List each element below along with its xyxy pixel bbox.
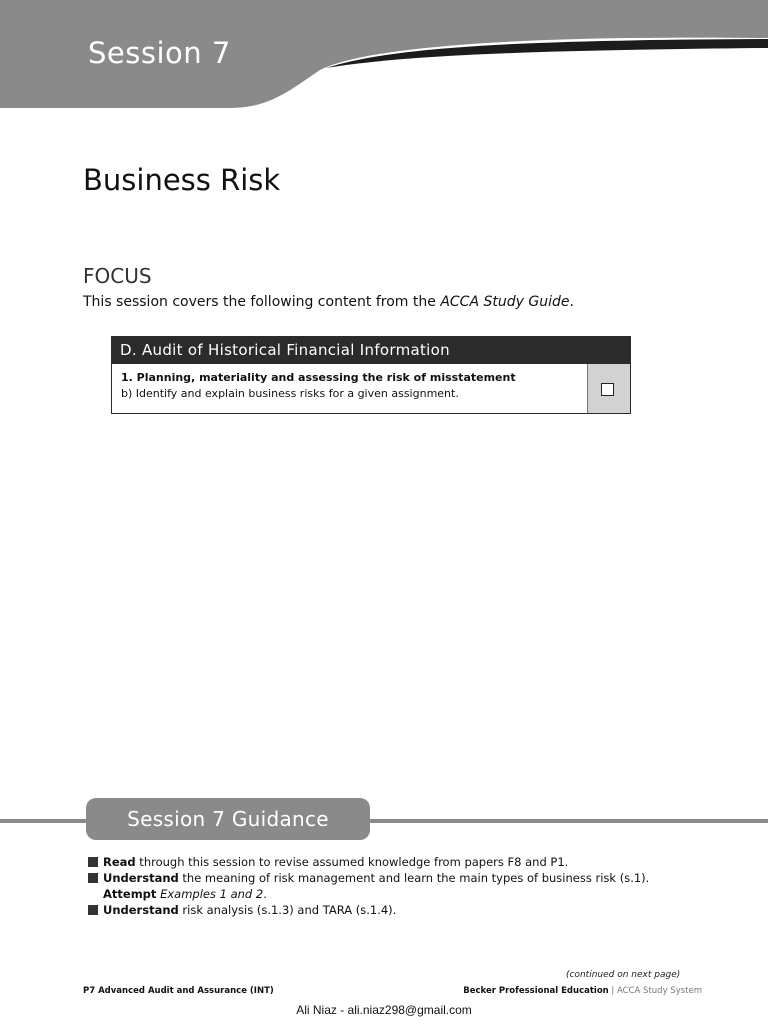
completion-checkbox[interactable] bbox=[601, 383, 614, 396]
study-guide-table bbox=[111, 336, 631, 414]
guidance-item bbox=[88, 870, 649, 902]
guidance-verb: Understand bbox=[103, 871, 179, 885]
footer-paper-title: P7 Advanced Audit and Assurance (INT) bbox=[83, 986, 274, 996]
focus-intro bbox=[83, 294, 574, 310]
guidance-verb: Read bbox=[103, 855, 136, 869]
footer-system: ACCA Study System bbox=[617, 986, 702, 996]
footer-brand: Becker Professional Education bbox=[463, 986, 609, 996]
guidance-examples: Examples 1 and 2 bbox=[156, 887, 264, 901]
guidance-text: the meaning of risk management and learn the main types of business risk (s.1). bbox=[178, 871, 650, 885]
focus-intro-text: This session covers the following content from the bbox=[83, 294, 441, 310]
guidance-text: risk analysis (s.1.3) and TARA (s.1.4). bbox=[178, 903, 397, 917]
guidance-verb-secondary: Attempt bbox=[103, 887, 157, 901]
bullet-square-icon bbox=[88, 857, 98, 867]
footer-publisher bbox=[463, 986, 702, 996]
guidance-item bbox=[88, 902, 649, 918]
focus-intro-emphasis: ACCA Study Guide bbox=[440, 294, 570, 310]
download-watermark: Ali Niaz - ali.niaz298@gmail.com bbox=[296, 1003, 472, 1017]
session-title: Session 7 bbox=[88, 36, 231, 70]
study-guide-item-heading: 1. Planning, materiality and assessing the risk of misstatement bbox=[121, 371, 516, 384]
focus-heading: FOCUS bbox=[83, 264, 152, 288]
bullet-square-icon bbox=[88, 905, 98, 915]
continued-note: (continued on next page) bbox=[566, 970, 681, 980]
study-guide-header: D. Audit of Historical Financial Information bbox=[112, 337, 630, 364]
checkbox-cell bbox=[587, 364, 630, 413]
guidance-tab: Session 7 Guidance bbox=[86, 798, 370, 840]
focus-intro-end: . bbox=[569, 294, 574, 310]
guidance-text-end: . bbox=[263, 887, 267, 901]
study-guide-item-text: b) Identify and explain business risks for a given assignment. bbox=[121, 387, 459, 400]
bullet-square-icon bbox=[88, 873, 98, 883]
study-guide-row bbox=[112, 364, 630, 413]
guidance-text: through this session to revise assumed knowledge from papers F8 and P1. bbox=[135, 855, 569, 869]
page-title: Business Risk bbox=[83, 163, 281, 197]
footer-separator: | bbox=[608, 986, 617, 996]
guidance-item bbox=[88, 854, 649, 870]
guidance-list bbox=[88, 854, 649, 918]
guidance-verb: Understand bbox=[103, 903, 179, 917]
